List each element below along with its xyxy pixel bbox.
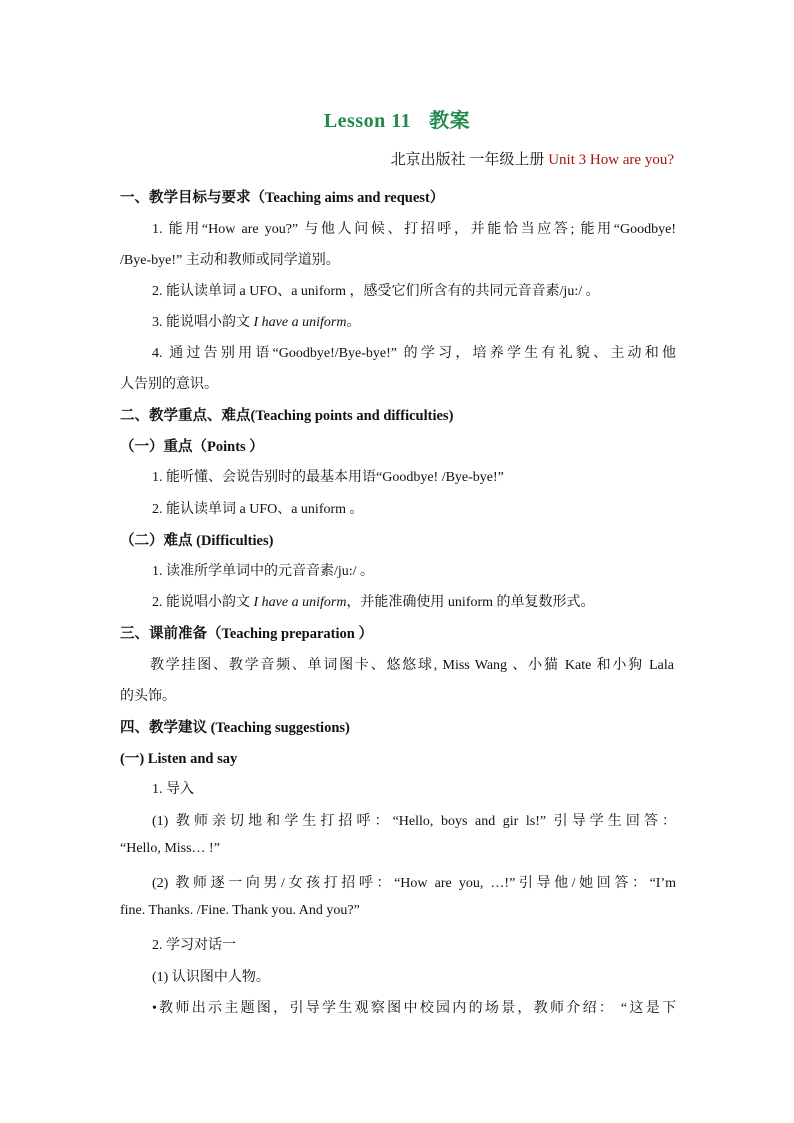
aim-3 xyxy=(152,311,676,331)
aim-1-line-1: 1. 能用“How are you?” 与他人问候、打招呼，并能恰当应答; 能用“Goodbye! xyxy=(152,222,676,237)
aim-1-line-2: /Bye-bye!” 主动和教师或同学道别。 xyxy=(120,253,340,268)
publisher-grade: 北京出版社 一年级上册 xyxy=(390,152,549,168)
document-kind: 教案 xyxy=(429,110,471,132)
section-4-heading: 四、教学建议 (Teaching suggestions) xyxy=(120,720,350,736)
dialogue-item-1: (1) 认识图中人物。 xyxy=(152,970,270,985)
difficulty-2 xyxy=(152,591,676,611)
difficulty-2-end: ，并能准确使用 uniform 的单复数形式。 xyxy=(346,595,595,610)
difficulty-2-rhyme-title: I have a uniform xyxy=(253,595,347,610)
section-2-heading: 二、教学重点、难点(Teaching points and difficulties) xyxy=(120,408,454,424)
dialogue-bullet-1: •教师出示主题图，引导学生观察图中校园内的场景，教师介绍： “这是下 xyxy=(152,1001,676,1016)
point-2: 2. 能认读单词 a UFO、a uniform 。 xyxy=(152,502,364,517)
greeting-1-line-2: “Hello, Miss… !” xyxy=(120,841,220,856)
section-3-heading: 三、课前准备（Teaching preparation ） xyxy=(120,626,373,642)
aim-4-line-2: 人告别的意识。 xyxy=(120,377,218,392)
greeting-2-line-1: (2) 教师逐一向男/女孩打招呼：“How are you, …!”引导他/她回答：“I’m xyxy=(152,876,676,891)
section-1-heading: 一、教学目标与要求（Teaching aims and request） xyxy=(120,190,445,206)
document-title xyxy=(0,104,794,133)
difficulty-1: 1. 读准所学单词中的元音音素/ju:/ 。 xyxy=(152,564,375,579)
step-1-intro: 1. 导入 xyxy=(152,782,194,797)
difficulties-heading: （二）难点 (Difficulties) xyxy=(120,533,274,549)
points-heading: （一）重点（Points ） xyxy=(120,439,264,455)
preparation-line-2: 的头饰。 xyxy=(120,689,176,704)
unit-title: Unit 3 How are you? xyxy=(548,152,674,168)
greeting-2-line-2: fine. Thanks. /Fine. Thank you. And you?” xyxy=(120,903,360,918)
aim-3-rhyme-title: I have a uniform xyxy=(253,315,347,330)
preparation-line-1: 教学挂图、教学音频、单词图卡、悠悠球, Miss Wang 、小猫 Kate 和小狗 Lala xyxy=(150,658,674,673)
aim-2: 2. 能认读单词 a UFO、a uniform ，感受它们所含有的共同元音音素/ju:/ 。 xyxy=(152,284,600,299)
aim-4-line-1: 4. 通过告别用语“Goodbye!/Bye-bye!” 的学习，培养学生有礼貌、主动和他 xyxy=(152,346,676,361)
document-subtitle xyxy=(391,148,674,169)
difficulty-2-text: 2. 能说唱小韵文 xyxy=(152,595,254,610)
listen-and-say-heading: (一) Listen and say xyxy=(120,751,238,767)
aim-3-text: 3. 能说唱小韵文 xyxy=(152,315,254,330)
point-1: 1. 能听懂、会说告别时的最基本用语“Goodbye! /Bye-bye!” xyxy=(152,470,504,485)
greeting-1-line-1: (1) 教师亲切地和学生打招呼：“Hello, boys and gir ls!” 引导学生回答： xyxy=(152,814,676,829)
lesson-number: Lesson 11 xyxy=(323,110,412,132)
aim-3-end: 。 xyxy=(346,315,361,330)
step-2-dialogue: 2. 学习对话一 xyxy=(152,938,236,953)
